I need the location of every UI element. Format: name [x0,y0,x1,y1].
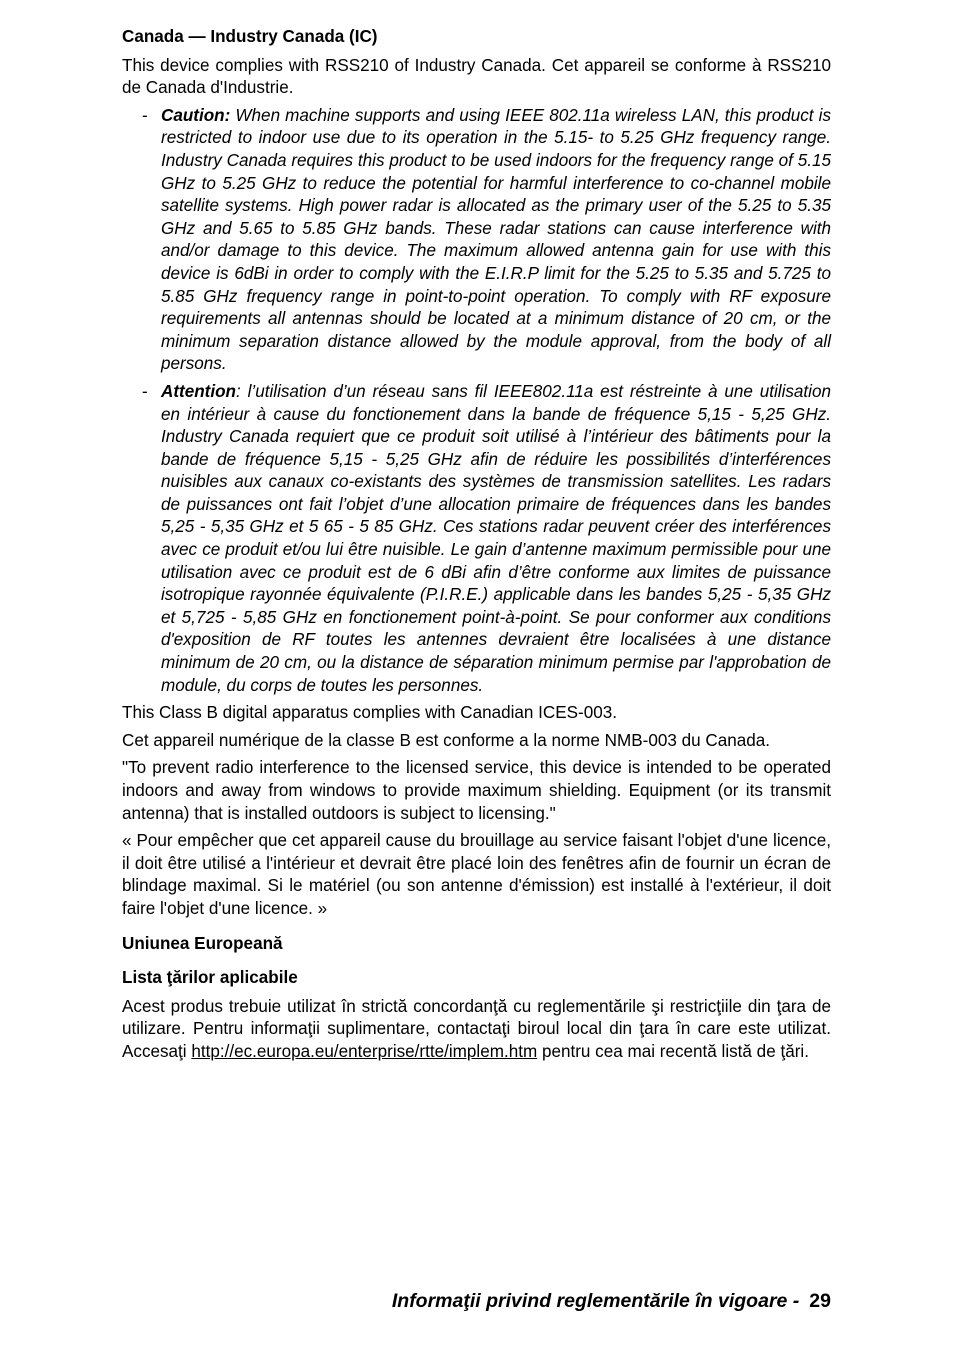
page-footer [392,1290,831,1313]
attention-label: Attention [161,381,237,401]
attention-text-block [161,381,831,697]
interference-fr: « Pour empêcher que cet appareil cause du brouillage au service faisant l'objet d'une licence, il doit être utilisé a l'intérieur et devrait être placé loin des fenêtres afin de fournir un écran de blindage maximal. Si le matériel (ou son antenne d'émission) est installé à l'extérieur, il doit faire l'objet d'une licence. » [122,831,831,918]
class-b-fr: Cet appareil numérique de la classe B est conforme a la norme NMB-003 du Canada. [122,730,771,750]
bullet-dash: - [142,105,148,125]
footer-title: Informaţii privind reglementările în vigoare - [391,1290,800,1312]
attention-bullet [122,381,831,697]
canada-heading: Canada — Industry Canada (IC) [122,27,378,46]
caution-text: When machine supports and using IEEE 802.11a wireless LAN, this product is restricted to indoor use due to its operation in the 5.15- to 5.25 GHz frequency range. Industry Canada requires this product to be used indoors for the frequency range of 5.15 GHz to 5.25 GHz to reduce the potential for harmful interference to co-channel mobile satellite systems. High power radar is allocated as the primary user of the 5.25 to 5.35 GHz and 5.65 to 5.85 GHz bands. These radar stations can cause interference with and/or damage to this device. The maximum allowed antenna gain for use with this device is 6dBi in order to comply with the E.I.R.P limit for the 5.25 to 5.35 and 5.725 to 5.85 GHz frequency range in point-to-point operation. To comply with RF exposure requirements all antennas should be located at a minimum distance of 20 cm, or the minimum separation distance allowed by the module approval, from the body of all persons. [161,105,831,374]
class-b-en: This Class B digital apparatus complies with Canadian ICES-003. [122,703,618,723]
page-number: 29 [809,1290,831,1312]
eu-paragraph [122,996,831,1064]
eu-subheading: Lista ţărilor aplicabile [122,968,298,988]
caution-label: Caution: [161,105,231,125]
caution-text-block [161,105,831,376]
interference-en: "To prevent radio interference to the licensed service, this device is intended to be operated indoors and away from windows to provide maximum shielding. Equipment (or its transmit antenna) that is installed outdoors is subject to licensing." [122,758,831,823]
eu-text-before: Acest produs trebuie utilizat în strictă concordanţă cu reglementările şi restricţiile din ţara de utilizare. Pentru informaţii suplimentare, contactaţi biroul local din ţara în care este utilizat. Accesaţi [122,996,831,1061]
canada-intro: This device complies with RSS210 of Industry Canada. Cet appareil se conforme à RSS210 de Canada d'Industrie. [122,55,831,98]
attention-text: : l’utilisation d’un réseau sans fil IEEE802.11a est réstreinte à une utilisation en intérieur à cause du fonctionement dans la bande de fréquence 5,15 - 5,25 GHz. Industry Canada requiert que ce produit soit utilisé à l’intérieur des bâtiments pour la bande de fréquence 5,15 - 5,25 GHz afin de réduire les possibilités d’interférences nuisibles aux canaux co-existants des systèmes de transmission satellites. Les radars de puissances ont fait l’objet d’une allocation primaire de fréquences dans les bandes 5,25 - 5,35 GHz et 5 65 - 5 85 GHz. Ces stations radar peuvent créer des interférences avec ce produit et/ou lui être nuisible. Le gain d’antenne maximum permissible pour une utilisation avec ce produit est de 6 dBi afin d’être conforme aux limites de puissance isotropique rayonnée équivalente (P.I.R.E.) applicable dans les bandes 5,25 - 5,35 GHz et 5,725 - 5,85 GHz en fonctionement point-à-point. Se pour conformer aux conditions d'exposition de RF toutes les antennes devraient être localisées à une distance minimum de 20 cm, ou la distance de séparation minimum permise par l'approbation de module, du corps de toutes les personnes. [161,381,831,695]
bullet-dash: - [142,381,148,401]
page-content [122,26,831,1069]
eu-text-after: pentru cea mai recentă listă de ţări. [537,1041,809,1061]
caution-bullet [122,105,831,376]
eu-heading: Uniunea Europeană [122,933,283,953]
eu-link[interactable]: http://ec.europa.eu/enterprise/rtte/implem.htm [191,1041,538,1061]
